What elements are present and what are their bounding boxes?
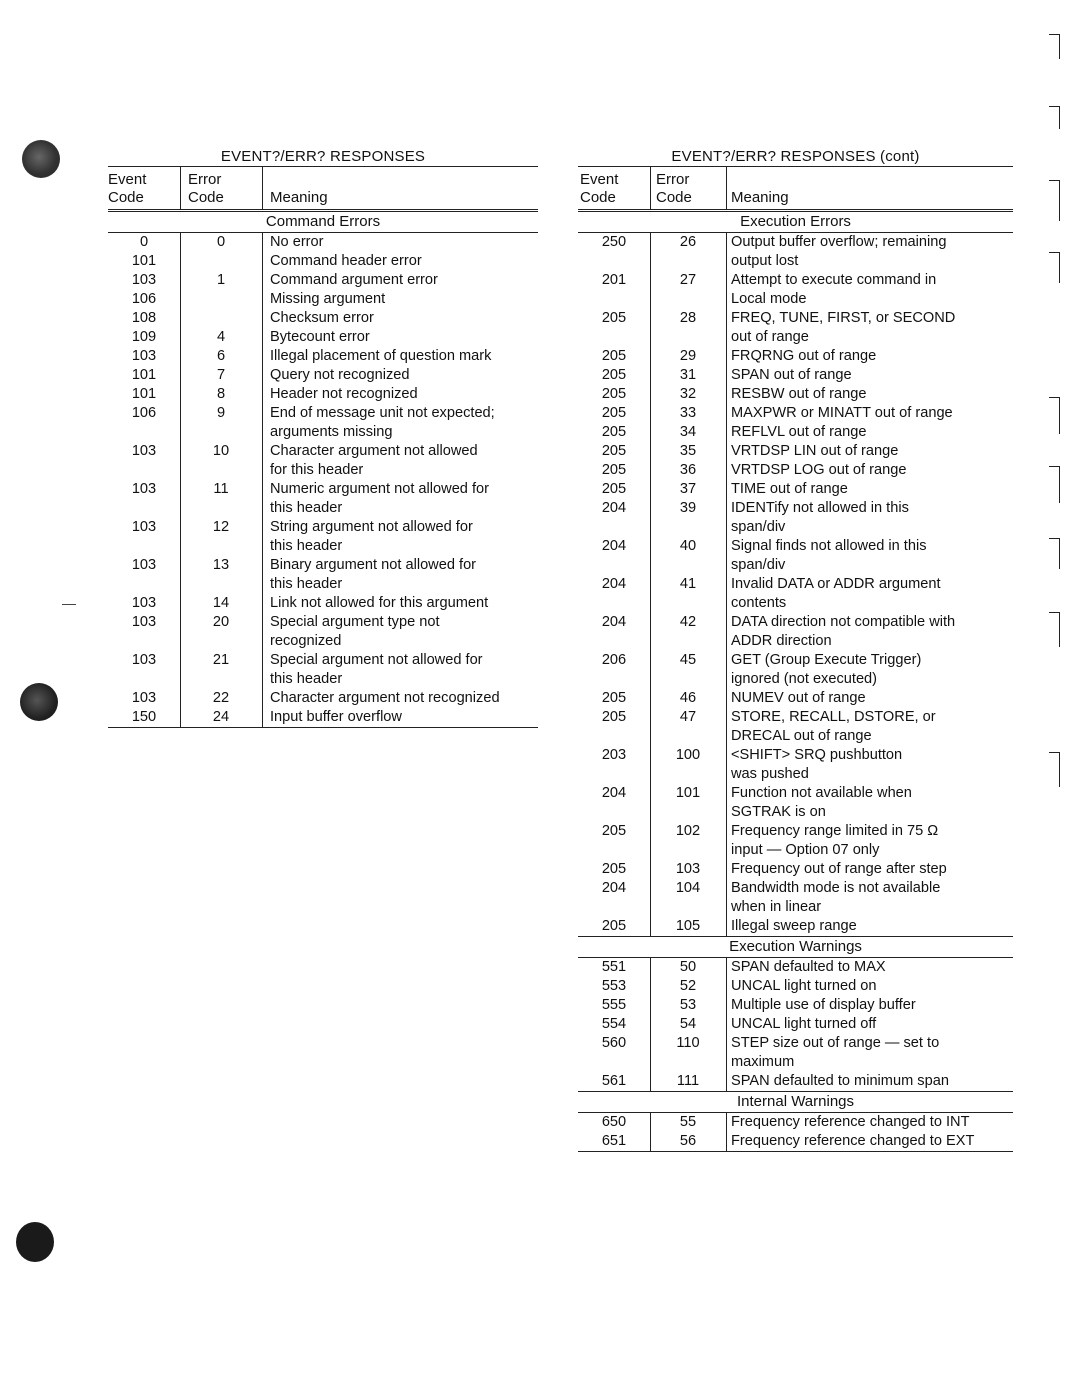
- event-code-cell: 205: [601, 823, 627, 839]
- event-code-cell: 651: [601, 1133, 627, 1149]
- event-code-cell: 560: [601, 1035, 627, 1051]
- error-code-cell: 14: [212, 595, 230, 611]
- meaning-cell: REFLVL out of range: [731, 424, 867, 440]
- meaning-cell: Command argument error: [270, 272, 438, 288]
- error-code-cell: 21: [212, 652, 230, 668]
- error-code-cell: 10: [212, 443, 230, 459]
- event-code-cell: 551: [601, 959, 627, 975]
- page-edge-mark: [1049, 180, 1060, 221]
- event-code-cell: 103: [131, 519, 157, 535]
- page-edge-mark: [1049, 466, 1060, 503]
- left-responses-table: [108, 147, 538, 728]
- event-code-cell: 554: [601, 1016, 627, 1032]
- section-rows: [578, 1113, 1013, 1152]
- error-code-cell: 46: [679, 690, 697, 706]
- error-code-header: Error Code: [656, 171, 692, 206]
- table-row: [578, 537, 1013, 575]
- error-code-cell: 22: [212, 690, 230, 706]
- table-row: [578, 917, 1013, 936]
- event-code-cell: 205: [601, 348, 627, 364]
- error-code-cell: 35: [679, 443, 697, 459]
- error-code-cell: 20: [212, 614, 230, 630]
- meaning-cell: UNCAL light turned on: [731, 978, 877, 994]
- event-code-header: Event Code: [580, 171, 619, 206]
- error-code-cell: 26: [679, 234, 697, 250]
- error-code-cell: 111: [676, 1073, 700, 1089]
- table-row: [108, 594, 538, 613]
- event-code-cell: 205: [601, 918, 627, 934]
- event-code-cell: 205: [601, 861, 627, 877]
- meaning-cell: No error: [270, 234, 324, 250]
- meaning-cell: FRQRNG out of range: [731, 348, 877, 364]
- error-code-cell: 33: [679, 405, 697, 421]
- section-heading-internal-warnings: Internal Warnings: [578, 1092, 1013, 1113]
- section-heading-execution-errors: Execution Errors: [578, 212, 1013, 233]
- error-code-cell: 4: [216, 329, 226, 345]
- event-code-header: Event Code: [108, 171, 147, 206]
- table-row: [578, 784, 1013, 822]
- table-row: [578, 879, 1013, 917]
- meaning-cell: Checksum error: [270, 310, 374, 326]
- meaning-cell: String argument not allowed for this header: [270, 519, 473, 554]
- table-title: EVENT?/ERR? RESPONSES: [108, 147, 538, 167]
- error-code-cell: 36: [679, 462, 697, 478]
- table-row: [108, 518, 538, 556]
- table-row: [108, 309, 538, 328]
- event-code-cell: 206: [601, 652, 627, 668]
- error-code-cell: 1: [216, 272, 226, 288]
- event-code-cell: 101: [131, 386, 157, 402]
- table-header: [578, 167, 1013, 212]
- meaning-cell: Function not available when SGTRAK is on: [731, 785, 912, 820]
- meaning-cell: Bytecount error: [270, 329, 370, 345]
- table-row: [578, 461, 1013, 480]
- table-row: [578, 958, 1013, 977]
- event-code-cell: 204: [601, 538, 627, 554]
- table-row: [108, 651, 538, 689]
- table-row: [108, 404, 538, 442]
- table-row: [578, 347, 1013, 366]
- event-code-cell: 103: [131, 348, 157, 364]
- section-rows: [578, 233, 1013, 937]
- binder-hole-top: [22, 140, 60, 178]
- event-code-cell: 106: [131, 291, 157, 307]
- meaning-header: Meaning: [270, 189, 328, 206]
- error-code-cell: 32: [679, 386, 697, 402]
- error-code-cell: 6: [216, 348, 226, 364]
- table-row: [108, 442, 538, 480]
- error-code-cell: 104: [675, 880, 701, 896]
- event-code-cell: 205: [601, 405, 627, 421]
- event-code-cell: 103: [131, 481, 157, 497]
- table-row: [578, 613, 1013, 651]
- meaning-header: Meaning: [731, 189, 789, 206]
- meaning-cell: TIME out of range: [731, 481, 848, 497]
- table-row: [578, 404, 1013, 423]
- meaning-cell: VRTDSP LOG out of range: [731, 462, 907, 478]
- table-row: [578, 1072, 1013, 1091]
- meaning-cell: Input buffer overflow: [270, 709, 402, 725]
- event-code-cell: 205: [601, 690, 627, 706]
- event-code-cell: 109: [131, 329, 157, 345]
- error-code-cell: 105: [675, 918, 701, 934]
- table-row: [108, 366, 538, 385]
- error-code-cell: 34: [679, 424, 697, 440]
- error-code-cell: 45: [679, 652, 697, 668]
- error-code-cell: 53: [679, 997, 697, 1013]
- error-code-cell: 40: [679, 538, 697, 554]
- meaning-cell: Signal finds not allowed in this span/div: [731, 538, 927, 573]
- meaning-cell: IDENTify not allowed in this span/div: [731, 500, 909, 535]
- table-row: [578, 977, 1013, 996]
- table-row: [108, 290, 538, 309]
- event-code-cell: 201: [601, 272, 627, 288]
- event-code-cell: 553: [601, 978, 627, 994]
- table-row: [578, 385, 1013, 404]
- error-code-cell: 41: [679, 576, 697, 592]
- table-row: [108, 689, 538, 708]
- meaning-cell: Frequency reference changed to EXT: [731, 1133, 975, 1149]
- error-code-cell: 13: [212, 557, 230, 573]
- event-code-cell: 205: [601, 481, 627, 497]
- page-edge-mark: [1049, 612, 1060, 647]
- meaning-cell: UNCAL light turned off: [731, 1016, 877, 1032]
- error-code-cell: 27: [679, 272, 697, 288]
- margin-mark: [62, 604, 76, 605]
- table-row: [578, 480, 1013, 499]
- event-code-cell: 205: [601, 310, 627, 326]
- binder-hole-middle: [20, 683, 58, 721]
- meaning-cell: Output buffer overflow; remaining output lost: [731, 234, 947, 269]
- event-code-cell: 0: [139, 234, 149, 250]
- meaning-cell: STEP size out of range — set to maximum: [731, 1035, 940, 1070]
- meaning-cell: Illegal sweep range: [731, 918, 857, 934]
- error-code-cell: 55: [679, 1114, 697, 1130]
- event-code-cell: 150: [131, 709, 157, 725]
- event-code-cell: 561: [601, 1073, 627, 1089]
- table-row: [578, 860, 1013, 879]
- error-code-cell: 101: [675, 785, 701, 801]
- meaning-cell: Invalid DATA or ADDR argument contents: [731, 576, 941, 611]
- section-heading-command-errors: Command Errors: [108, 212, 538, 233]
- error-code-cell: 12: [212, 519, 230, 535]
- error-code-cell: 24: [212, 709, 230, 725]
- table-row: [108, 252, 538, 271]
- event-code-cell: 555: [601, 997, 627, 1013]
- table-row: [578, 1034, 1013, 1072]
- event-code-cell: 108: [131, 310, 157, 326]
- event-code-cell: 204: [601, 576, 627, 592]
- error-code-cell: 54: [679, 1016, 697, 1032]
- error-code-cell: 11: [213, 481, 229, 497]
- table-row: [108, 271, 538, 290]
- meaning-cell: Character argument not recognized: [270, 690, 500, 706]
- table-row: [108, 708, 538, 727]
- meaning-cell: Frequency range limited in 75 Ω input — Option 07 only: [731, 823, 939, 858]
- table-row: [578, 1015, 1013, 1034]
- error-code-cell: 52: [679, 978, 697, 994]
- error-code-cell: 0: [216, 234, 226, 250]
- table-row: [578, 233, 1013, 271]
- meaning-cell: Binary argument not allowed for this header: [270, 557, 477, 592]
- table-row: [578, 822, 1013, 860]
- meaning-cell: Link not allowed for this argument: [270, 595, 489, 611]
- page-edge-mark: [1049, 397, 1060, 434]
- binder-hole-bottom: [16, 1222, 54, 1262]
- event-code-cell: 101: [131, 367, 157, 383]
- error-code-cell: 39: [679, 500, 697, 516]
- table-title: EVENT?/ERR? RESPONSES (cont): [578, 147, 1013, 167]
- table-row: [578, 499, 1013, 537]
- table-row: [578, 366, 1013, 385]
- event-code-cell: 204: [601, 880, 627, 896]
- event-code-cell: 103: [131, 557, 157, 573]
- event-code-cell: 101: [131, 253, 157, 269]
- event-code-cell: 103: [131, 690, 157, 706]
- error-code-cell: 103: [675, 861, 701, 877]
- error-code-cell: [180, 290, 262, 309]
- error-code-cell: 37: [679, 481, 697, 497]
- error-code-header: Error Code: [188, 171, 224, 206]
- page-edge-mark: [1049, 34, 1060, 59]
- table-row: [108, 233, 538, 252]
- event-code-cell: 103: [131, 614, 157, 630]
- error-code-cell: 29: [679, 348, 697, 364]
- event-code-cell: 103: [131, 595, 157, 611]
- event-code-cell: 204: [601, 785, 627, 801]
- page-edge-mark: [1049, 538, 1060, 569]
- meaning-cell: <SHIFT> SRQ pushbutton was pushed: [731, 747, 903, 782]
- table-row: [578, 996, 1013, 1015]
- page-edge-mark: [1049, 106, 1060, 129]
- meaning-cell: Attempt to execute command in Local mode: [731, 272, 937, 307]
- event-code-cell: 103: [131, 272, 157, 288]
- table-row: [578, 746, 1013, 784]
- table-row: [108, 480, 538, 518]
- table-row: [578, 442, 1013, 461]
- sections-container: [578, 212, 1013, 1152]
- meaning-cell: DATA direction not compatible with ADDR direction: [731, 614, 956, 649]
- sections-container: [108, 212, 538, 728]
- page-edge-mark: [1049, 752, 1060, 787]
- table-row: [578, 689, 1013, 708]
- meaning-cell: Query not recognized: [270, 367, 410, 383]
- event-code-cell: 204: [601, 500, 627, 516]
- event-code-cell: 205: [601, 443, 627, 459]
- error-code-cell: 9: [216, 405, 226, 421]
- error-code-cell: [180, 252, 262, 271]
- meaning-cell: NUMEV out of range: [731, 690, 866, 706]
- table-row: [108, 385, 538, 404]
- error-code-cell: 7: [216, 367, 226, 383]
- table-row: [578, 1132, 1013, 1151]
- error-code-cell: 100: [675, 747, 701, 763]
- meaning-cell: MAXPWR or MINATT out of range: [731, 405, 953, 421]
- error-code-cell: 8: [216, 386, 226, 402]
- meaning-cell: SPAN defaulted to minimum span: [731, 1073, 949, 1089]
- meaning-cell: Illegal placement of question mark: [270, 348, 492, 364]
- meaning-cell: VRTDSP LIN out of range: [731, 443, 899, 459]
- meaning-cell: Special argument type not recognized: [270, 614, 440, 649]
- event-code-cell: 650: [601, 1114, 627, 1130]
- error-code-cell: 110: [676, 1035, 700, 1051]
- meaning-cell: Frequency out of range after step: [731, 861, 947, 877]
- right-responses-table: [578, 147, 1013, 1152]
- meaning-cell: Bandwidth mode is not available when in linear: [731, 880, 941, 915]
- error-code-cell: 50: [679, 959, 697, 975]
- error-code-cell: 31: [679, 367, 697, 383]
- meaning-cell: RESBW out of range: [731, 386, 867, 402]
- page-edge-mark: [1049, 252, 1060, 283]
- table-row: [578, 1113, 1013, 1132]
- table-row: [578, 708, 1013, 746]
- meaning-cell: Command header error: [270, 253, 422, 269]
- meaning-cell: Missing argument: [270, 291, 386, 307]
- error-code-cell: 42: [679, 614, 697, 630]
- meaning-cell: Frequency reference changed to INT: [731, 1114, 970, 1130]
- event-code-cell: 205: [601, 424, 627, 440]
- section-rows: [108, 233, 538, 728]
- table-row: [578, 575, 1013, 613]
- table-row: [578, 309, 1013, 347]
- table-row: [108, 347, 538, 366]
- event-code-cell: 106: [131, 405, 157, 421]
- meaning-cell: Numeric argument not allowed for this header: [270, 481, 490, 516]
- event-code-cell: 203: [601, 747, 627, 763]
- meaning-cell: GET (Group Execute Trigger) ignored (not executed): [731, 652, 922, 687]
- meaning-cell: FREQ, TUNE, FIRST, or SECOND out of range: [731, 310, 956, 345]
- meaning-cell: Character argument not allowed for this header: [270, 443, 478, 478]
- section-rows: [578, 958, 1013, 1092]
- meaning-cell: SPAN out of range: [731, 367, 852, 383]
- event-code-cell: 205: [601, 386, 627, 402]
- table-row: [108, 613, 538, 651]
- error-code-cell: 56: [679, 1133, 697, 1149]
- event-code-cell: 103: [131, 443, 157, 459]
- meaning-cell: STORE, RECALL, DSTORE, or DRECAL out of range: [731, 709, 936, 744]
- error-code-cell: 47: [679, 709, 697, 725]
- event-code-cell: 204: [601, 614, 627, 630]
- event-code-cell: 250: [601, 234, 627, 250]
- error-code-cell: 102: [675, 823, 701, 839]
- error-code-cell: [180, 309, 262, 328]
- meaning-cell: End of message unit not expected; arguments missing: [270, 405, 495, 440]
- meaning-cell: Header not recognized: [270, 386, 418, 402]
- section-heading-execution-warnings: Execution Warnings: [578, 937, 1013, 958]
- table-row: [578, 271, 1013, 309]
- error-code-cell: 28: [679, 310, 697, 326]
- meaning-cell: Multiple use of display buffer: [731, 997, 916, 1013]
- event-code-cell: 205: [601, 709, 627, 725]
- event-code-cell: 103: [131, 652, 157, 668]
- meaning-cell: Special argument not allowed for this header: [270, 652, 483, 687]
- table-header: [108, 167, 538, 212]
- event-code-cell: 205: [601, 462, 627, 478]
- table-row: [578, 651, 1013, 689]
- table-row: [578, 423, 1013, 442]
- table-row: [108, 556, 538, 594]
- meaning-cell: SPAN defaulted to MAX: [731, 959, 886, 975]
- event-code-cell: 205: [601, 367, 627, 383]
- table-row: [108, 328, 538, 347]
